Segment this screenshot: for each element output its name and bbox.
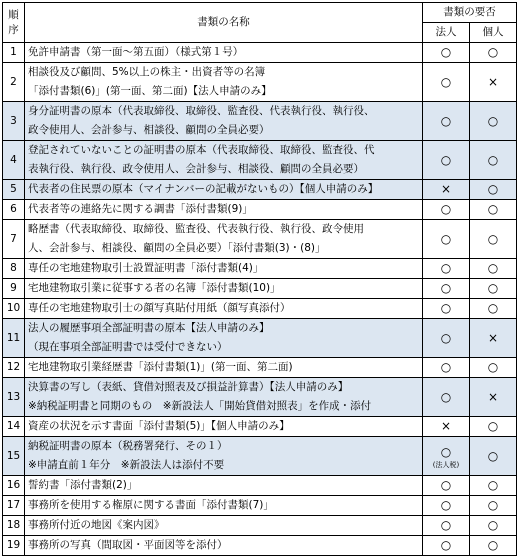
document-name-line: 納税証明書の原本（税務署発行、その１） — [28, 440, 228, 452]
individual-requirement: ○ — [470, 476, 517, 496]
document-name-line: 専任の宅地建物取引士の顔写真貼付用紙（顔写真添付） — [28, 302, 291, 314]
individual-requirement: ○ — [470, 496, 517, 516]
requirement-mark: ○ — [440, 261, 452, 275]
row-number: 15 — [3, 437, 25, 476]
row-number: 14 — [3, 417, 25, 437]
requirement-mark: ○ — [440, 301, 452, 315]
individual-requirement: ○ — [470, 417, 517, 437]
document-name-line: 「添付書類(6)」(第一面、第二面)【法人申請のみ】 — [28, 85, 272, 97]
requirement-mark: ○ — [440, 538, 452, 552]
table-row — [3, 220, 517, 259]
document-name-line: 法人の履歴事項全部証明書の原本【法人申請のみ】 — [28, 322, 270, 334]
table-row — [3, 496, 517, 516]
individual-requirement: ○ — [470, 299, 517, 319]
individual-requirement: × — [470, 63, 517, 102]
corporation-requirement — [423, 63, 470, 102]
corporation-requirement — [423, 299, 470, 319]
document-name-line: 決算書の写し（表紙、貸借対照表及び損益計算書）【法人申請のみ】 — [28, 381, 349, 393]
row-number: 4 — [3, 141, 25, 180]
document-name — [25, 180, 423, 200]
document-name — [25, 358, 423, 378]
table-row — [3, 180, 517, 200]
document-name-line: ※申請直前１年分 ※新設法人は添付不要 — [28, 459, 225, 471]
document-name-line: 身分証明書の原本（代表取締役、取締役、監査役、代表執行役、執行役、 — [28, 105, 375, 117]
document-name-line: 人、会計参与、相談役、顧問の全員必要）「添付書類(3)・(8)」 — [28, 242, 326, 254]
table-row — [3, 63, 517, 102]
individual-requirement: ○ — [470, 180, 517, 200]
table-row — [3, 102, 517, 141]
requirement-mark: ○ — [440, 498, 452, 512]
document-name — [25, 141, 423, 180]
corporation-requirement — [423, 358, 470, 378]
document-name-line: 政令使用人、会計参与、相談役、顧問の全員必要） — [28, 124, 270, 136]
individual-requirement: ○ — [470, 102, 517, 141]
requirement-mark: ○ — [440, 45, 452, 59]
individual-requirement: × — [470, 319, 517, 358]
corporation-requirement — [423, 516, 470, 536]
document-name-line: 事務所を使用する権原に関する書面「添付書類(7)」 — [28, 499, 274, 511]
requirement-mark: ○ — [440, 231, 452, 246]
corporation-requirement — [423, 180, 470, 200]
document-name — [25, 102, 423, 141]
document-name — [25, 476, 423, 496]
table-row — [3, 516, 517, 536]
row-number: 11 — [3, 319, 25, 358]
table-row — [3, 259, 517, 279]
corporation-requirement — [423, 43, 470, 63]
individual-requirement: ○ — [470, 358, 517, 378]
document-name — [25, 200, 423, 220]
document-name-line: 宅地建物取引業に従事する者の名簿「添付書類(10)」 — [28, 282, 281, 294]
document-name-line: 代表者等の連絡先に関する調書「添付書類(9)」 — [28, 203, 253, 215]
requirement-mark: ○ — [440, 113, 452, 128]
individual-requirement: ○ — [470, 536, 517, 556]
corporation-requirement — [423, 536, 470, 556]
corporation-requirement — [423, 496, 470, 516]
requirement-mark: ○ — [440, 518, 452, 532]
corporation-requirement — [423, 279, 470, 299]
individual-requirement: ○ — [470, 437, 517, 476]
document-name — [25, 378, 423, 417]
document-name-line: 事務所の写真（間取図・平面図等を添付） — [28, 539, 228, 551]
requirement-mark: ○ — [440, 202, 452, 216]
row-number: 1 — [3, 43, 25, 63]
document-name-line: 誓約書「添付書類(2)」 — [28, 479, 138, 491]
requirement-mark: × — [440, 419, 452, 433]
table-row — [3, 200, 517, 220]
document-name — [25, 417, 423, 437]
requirement-mark: × — [440, 182, 452, 196]
corporation-requirement — [423, 259, 470, 279]
corporation-requirement — [423, 319, 470, 358]
document-name-line: 登記されていないことの証明書の原本（代表取締役、取締役、監査役、代 — [28, 144, 375, 156]
corporation-requirement — [423, 476, 470, 496]
row-number: 17 — [3, 496, 25, 516]
requirement-mark: ○ — [440, 281, 452, 295]
table-row — [3, 536, 517, 556]
requirement-mark: ○ — [440, 152, 452, 167]
header-requirement: 書類の要否 — [423, 3, 517, 23]
document-name-line: 宅地建物取引業経歴書「添付書類(1)」(第一面、第二面) — [28, 361, 293, 373]
document-name — [25, 437, 423, 476]
corporation-requirement — [423, 417, 470, 437]
corporation-requirement — [423, 220, 470, 259]
document-name-line: 略歴書（代表取締役、取締役、監査役、代表執行役、執行役、政令使用 — [28, 223, 364, 235]
requirement-mark: ○ — [440, 444, 452, 459]
document-name — [25, 259, 423, 279]
row-number: 2 — [3, 63, 25, 102]
document-name — [25, 63, 423, 102]
table-row — [3, 141, 517, 180]
row-number: 16 — [3, 476, 25, 496]
requirement-mark: ○ — [440, 478, 452, 492]
document-name-line: 専任の宅地建物取引士設置証明書「添付書類(4)」 — [28, 262, 264, 274]
requirement-mark: ○ — [440, 74, 452, 89]
document-name — [25, 279, 423, 299]
individual-requirement: ○ — [470, 279, 517, 299]
document-name-line: （現在事項全部証明書では受付できない） — [28, 341, 228, 353]
document-table — [2, 2, 517, 556]
corporation-requirement — [423, 378, 470, 417]
row-number: 7 — [3, 220, 25, 259]
corporation-requirement — [423, 102, 470, 141]
individual-requirement: ○ — [470, 259, 517, 279]
corporation-note: (法人税) — [432, 460, 460, 469]
document-name — [25, 319, 423, 358]
row-number: 9 — [3, 279, 25, 299]
document-name-line: ※納税証明書と同期のもの ※新設法人「開始貸借対照表」を作成・添付 — [28, 400, 372, 412]
row-number: 5 — [3, 180, 25, 200]
individual-requirement: ○ — [470, 516, 517, 536]
table-row — [3, 279, 517, 299]
table-row — [3, 358, 517, 378]
document-name — [25, 536, 423, 556]
individual-requirement: × — [470, 378, 517, 417]
table-row — [3, 417, 517, 437]
corporation-requirement — [423, 141, 470, 180]
corporation-requirement — [423, 437, 470, 476]
document-name — [25, 299, 423, 319]
individual-requirement: ○ — [470, 141, 517, 180]
individual-requirement: ○ — [470, 43, 517, 63]
document-name-line: 事務所付近の地図《案内図》 — [28, 519, 165, 531]
row-number: 3 — [3, 102, 25, 141]
table-row — [3, 378, 517, 417]
table-row — [3, 476, 517, 496]
requirement-mark: ○ — [440, 330, 452, 345]
row-number: 19 — [3, 536, 25, 556]
header-corporation: 法人 — [423, 23, 470, 43]
table-row — [3, 437, 517, 476]
corporation-requirement — [423, 200, 470, 220]
requirement-mark: ○ — [440, 389, 452, 404]
row-number: 13 — [3, 378, 25, 417]
individual-requirement: ○ — [470, 220, 517, 259]
row-number: 8 — [3, 259, 25, 279]
document-name-line: 相談役及び顧問、5%以上の株主・出資者等の名簿 — [28, 66, 266, 78]
header-individual: 個人 — [470, 23, 517, 43]
document-name-line: 免許申請書（第一面～第五面）（様式第１号） — [28, 46, 244, 58]
document-name — [25, 496, 423, 516]
table-row — [3, 319, 517, 358]
row-number: 10 — [3, 299, 25, 319]
document-name-line: 代表者の住民票の原本（マイナンバーの記載がないもの）【個人申請のみ】 — [28, 183, 379, 195]
document-name-line: 表執行役、執行役、政令使用人、会計参与、相談役、顧問の全員必要） — [28, 163, 364, 175]
header-order — [3, 3, 25, 43]
document-name — [25, 220, 423, 259]
header-order-text: 順序 — [8, 8, 19, 36]
document-name — [25, 43, 423, 63]
row-number: 6 — [3, 200, 25, 220]
row-number: 12 — [3, 358, 25, 378]
row-number: 18 — [3, 516, 25, 536]
table-row — [3, 43, 517, 63]
individual-requirement: ○ — [470, 200, 517, 220]
table-row — [3, 299, 517, 319]
document-name-line: 資産の状況を示す書面「添付書類(5)」【個人申請のみ】 — [28, 420, 290, 432]
document-name — [25, 516, 423, 536]
header-name: 書類の名称 — [25, 3, 423, 43]
requirement-mark: ○ — [440, 360, 452, 374]
